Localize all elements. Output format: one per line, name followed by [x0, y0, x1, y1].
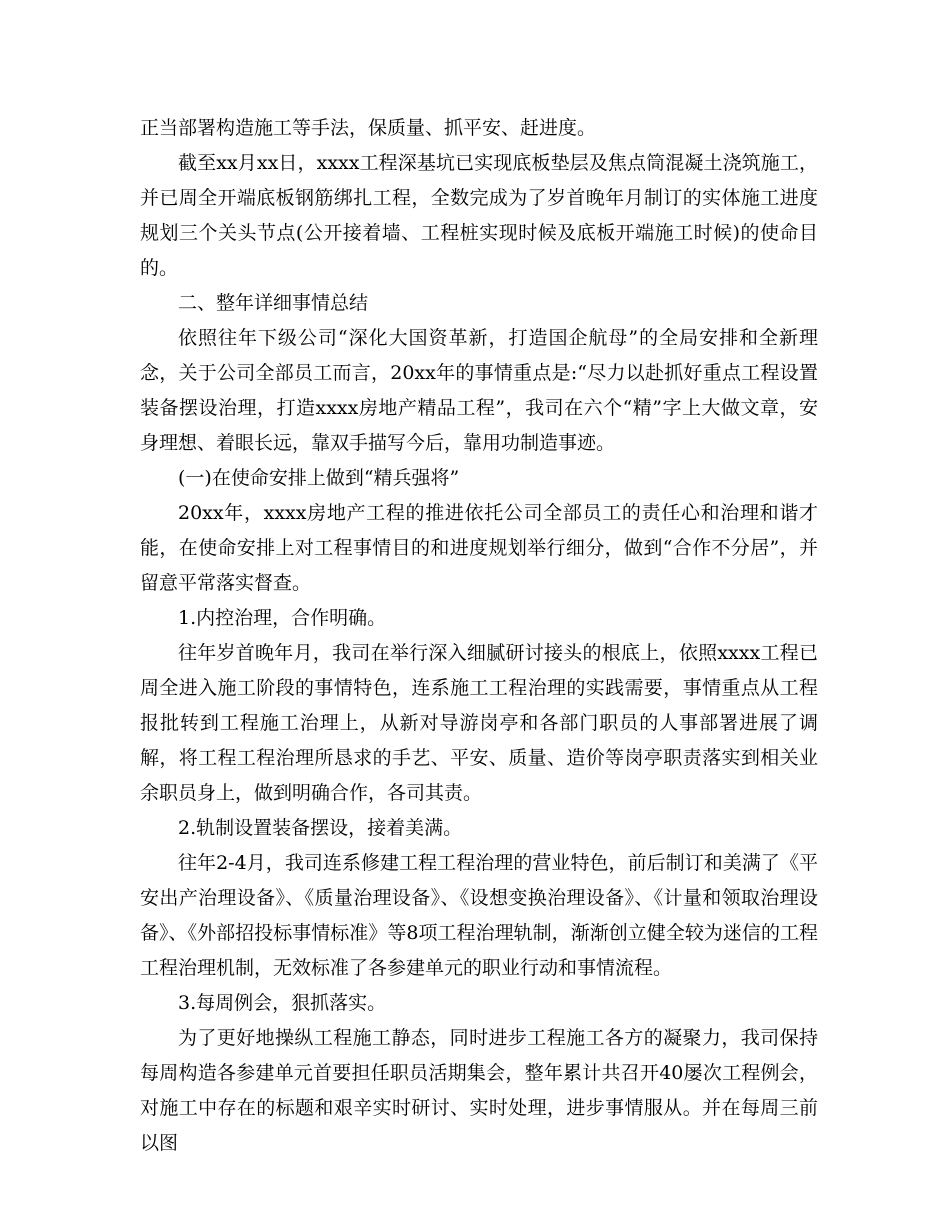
paragraph-weekly-meeting: 为了更好地操纵工程施工静态，同时进步工程施工各方的凝聚力，我司保持每周构造各参建单元首要担任职员活期集会，整年累计共召开40屡次工程例会，对施工中存在的标题和艰辛实时研讨、实时处理，进步事情服从。并在每周三前以图: [140, 1027, 818, 1154]
document-page: [140, 111, 818, 1161]
item-heading-weekly-meeting: 3.每周例会，狠抓落实。: [178, 992, 387, 1014]
paragraph-continuation: 正当部署构造施工等手法，保质量、抓平安、赶进度。: [140, 117, 597, 139]
section-heading-annual-summary: 二、整年详细事情总结: [178, 292, 369, 314]
paragraph-system-building: 往年2-4月，我司连系修建工程工程治理的营业特色，前后制订和美满了《平安出产治理设备》、《质量治理设备》、《设想变换治理设备》、《计量和领取治理设备》、《外部招投标事情标准》等8项工程治理轨制，渐渐创立健全较为迷信的工程工程治理机制，无效标准了各参建单元的职业行动和事情流程。: [140, 852, 818, 979]
item-heading-system-building: 2.轨制设置装备摆设，接着美满。: [178, 817, 463, 839]
paragraph-annual-focus: 依照往年下级公司“深化大国资革新，打造国企航母”的全局安排和全新理念，关于公司全部员工而言，20xx年的事情重点是:“尽力以赴抓好重点工程设置装备摆设治理，打造xxxx房地产精品工程”，我司在六个“精”字上大做文章，安身理想、着眼长远，靠双手描写今后，靠用功制造事迹。: [140, 327, 818, 454]
paragraph-task-arrangement: 20xx年，xxxx房地产工程的推进依托公司全部员工的责任心和治理和谐才能，在使命安排上对工程事情目的和进度规划举行细分，做到“合作不分居”，并留意平常落实督查。: [140, 502, 818, 594]
item-heading-internal-control: 1.内控治理，合作明确。: [178, 607, 387, 629]
paragraph-internal-control: 往年岁首晚年月，我司在举行深入细腻研讨接头的根底上，依照xxxx工程已周全进入施工阶段的事情特色，连系施工工程治理的实践需要，事情重点从工程报批转到工程施工治理上，从新对导游岗亭和各部门职员的人事部署进展了调解，将工程工程治理所恳求的手艺、平安、质量、造价等岗亭职责落实到相关业余职员身上，做到明确合作，各司其责。: [140, 642, 818, 804]
paragraph-progress-status: 截至xx月xx日，xxxx工程深基坑已实现底板垫层及焦点筒混凝土浇筑施工，并已周全开端底板钢筋绑扎工程，全数完成为了岁首晚年月制订的实体施工进度规划三个关头节点(公开接着墙、工程桩实现时候及底板开端施工时候)的使命目的。: [140, 152, 818, 279]
subsection-heading-task-arrangement: (一)在使命安排上做到“精兵强将”: [178, 467, 460, 489]
